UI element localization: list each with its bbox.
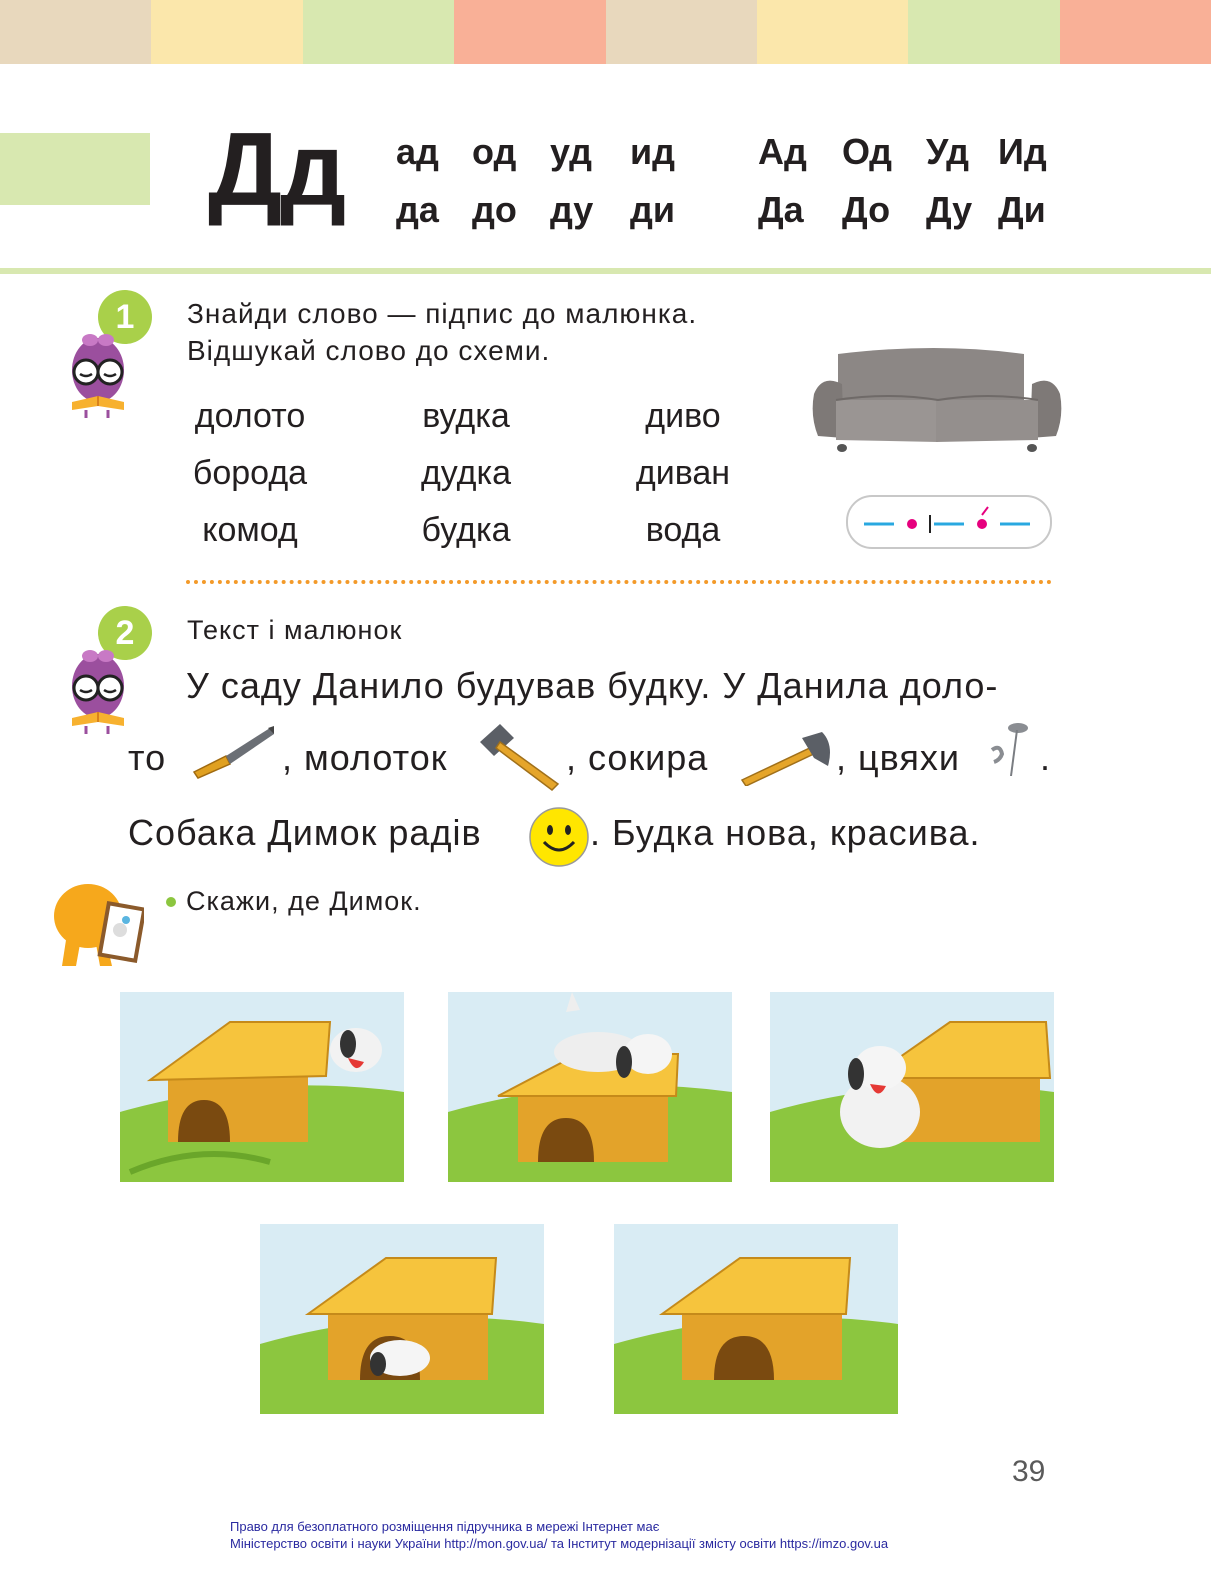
color-block xyxy=(757,0,908,64)
owl-reading-icon xyxy=(64,642,132,734)
word-item: вудка xyxy=(422,397,510,435)
syllable: ид xyxy=(630,131,675,172)
word-item: дудка xyxy=(420,454,512,492)
text-line-2-start: то xyxy=(128,737,167,778)
sound-scheme xyxy=(846,495,1052,549)
task1-instruction-line1: Знайди слово — підпис до малюнка. xyxy=(187,298,698,329)
smiley-icon xyxy=(528,806,590,868)
syllable: ад xyxy=(396,131,439,172)
syllable: Ди xyxy=(998,189,1046,230)
text-line-3-end: . Будка нова, красива. xyxy=(590,812,981,853)
syllable: Од xyxy=(842,131,892,172)
sound-scheme-icon xyxy=(848,497,1050,547)
syllable: Ид xyxy=(998,131,1047,172)
color-block xyxy=(0,0,151,64)
nail-icon xyxy=(982,720,1038,780)
top-color-bar xyxy=(0,0,1211,64)
text-line-2-molotok: , молоток xyxy=(282,737,448,778)
sofa-illustration xyxy=(808,344,1066,456)
task-number-badge: 2 xyxy=(98,606,152,660)
axe-icon xyxy=(738,730,834,786)
syllable: од xyxy=(472,131,517,172)
word-item: диван xyxy=(635,454,731,492)
text-line-2-sokyra: , сокира xyxy=(566,737,709,778)
character-with-picture-icon xyxy=(46,880,144,970)
footer-line-1: Право для безоплатного розміщення підручника в мережі Інтернет має xyxy=(230,1519,660,1534)
syllable: Да xyxy=(758,189,804,230)
syllable: ду xyxy=(550,189,594,230)
footer-line-2: Міністерство освіти і науки України http://mon.gov.ua/ та Інститут модернізації змісту освіти https://imzo.gov.ua xyxy=(230,1536,889,1551)
syllable: Ду xyxy=(926,189,973,230)
task3-prompt: Скажи, де Димок. xyxy=(186,886,422,916)
task2-title: Текст і малюнок xyxy=(187,615,403,645)
owl-reading-icon xyxy=(64,326,132,418)
syllable: до xyxy=(472,189,517,230)
task-number-badge: 1 xyxy=(98,290,152,344)
text-line-3-start: Собака Димок радів xyxy=(128,812,482,853)
color-block xyxy=(151,0,302,64)
section-divider xyxy=(186,580,1052,584)
word-item: диво xyxy=(645,397,721,435)
big-letter-title: Дд xyxy=(208,112,345,228)
header-divider xyxy=(0,268,1211,274)
syllable: До xyxy=(842,189,891,230)
color-block xyxy=(606,0,757,64)
dog-on-roof-picture xyxy=(448,992,732,1182)
syllable: уд xyxy=(550,131,592,172)
word-item: будка xyxy=(421,511,511,549)
header-green-tab xyxy=(0,133,150,205)
word-item: борода xyxy=(192,454,308,492)
empty-house-picture xyxy=(614,1224,898,1414)
word-item: долото xyxy=(194,397,306,435)
word-item: вода xyxy=(645,511,721,549)
text-line-2-tsvyakhy: , цвяхи xyxy=(836,737,960,778)
color-block xyxy=(908,0,1059,64)
color-block xyxy=(303,0,454,64)
page-number: 39 xyxy=(1012,1455,1046,1488)
syllable: Уд xyxy=(926,131,969,172)
text-line-2-end: . xyxy=(1040,737,1052,778)
word-item: комод xyxy=(202,511,298,549)
dog-in-front-of-house-picture xyxy=(770,992,1054,1182)
task1-instruction-line2: Відшукай слово до схеми. xyxy=(187,335,551,366)
chisel-icon xyxy=(186,722,276,780)
dog-behind-house-picture xyxy=(120,992,404,1182)
syllable: да xyxy=(396,189,439,230)
text-line-1: У саду Данило будував будку. У Данила доло- xyxy=(186,665,999,706)
color-block xyxy=(1060,0,1211,64)
color-block xyxy=(454,0,605,64)
syllable: ди xyxy=(630,189,675,230)
syllable: Ад xyxy=(758,131,807,172)
hammer-icon xyxy=(478,722,564,792)
bullet-dot xyxy=(166,897,176,907)
dog-inside-house-picture xyxy=(260,1224,544,1414)
